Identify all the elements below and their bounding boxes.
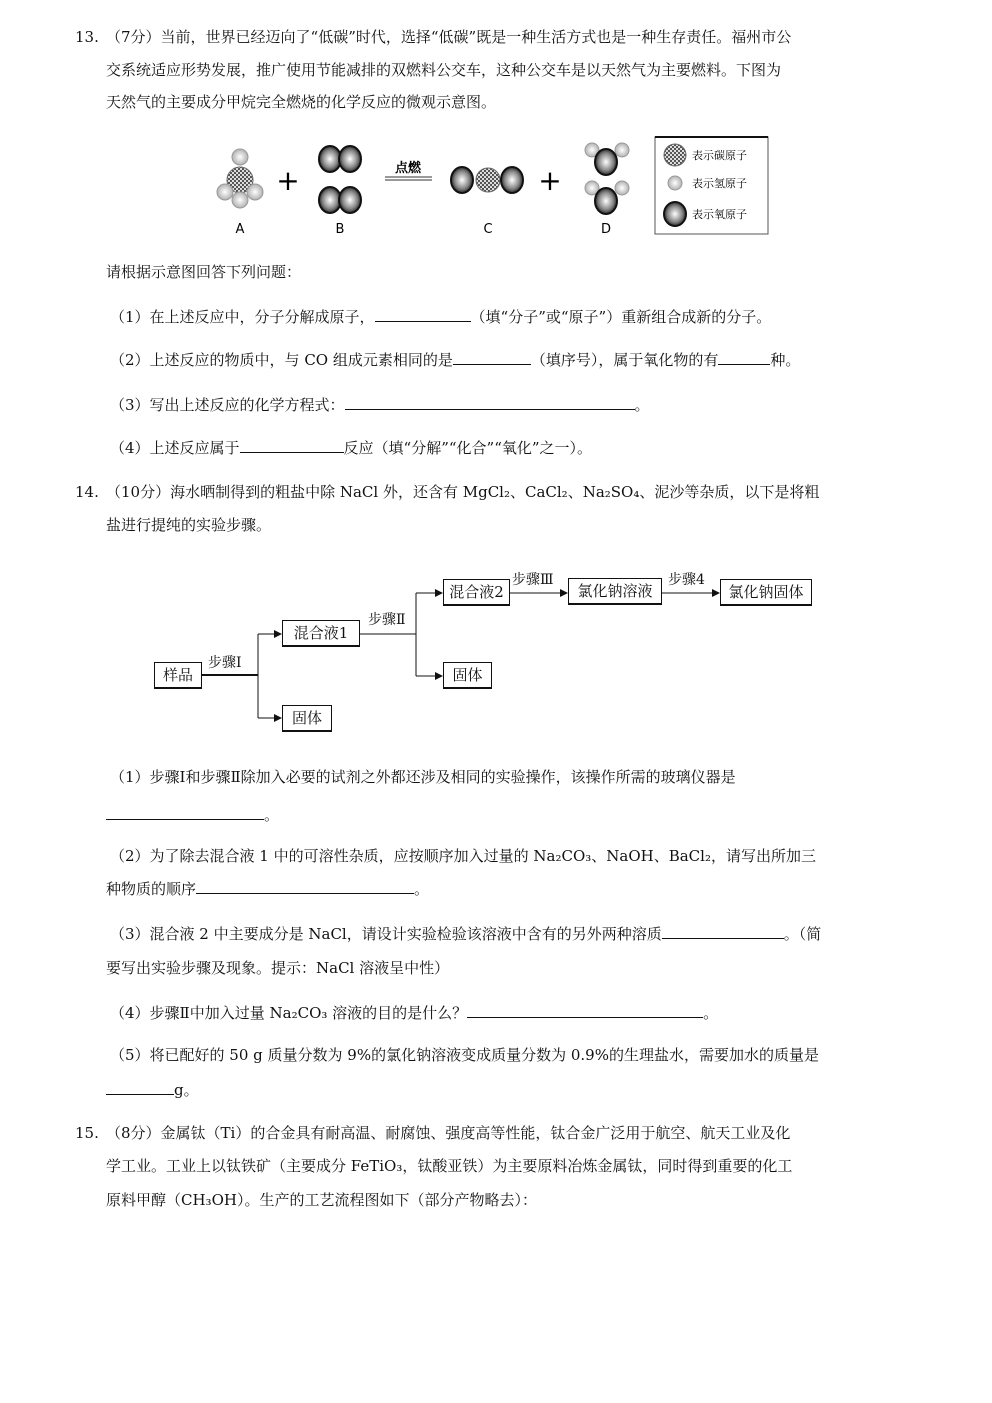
q13-line: （7分）当前，世界已经迈向了“低碳”时代，选择“低碳”既是一种生活方式也是一种生存责任。福州市公 (106, 28, 792, 46)
q14-line: 盐进行提纯的实验步骤。 (106, 516, 272, 534)
text: 种。 (770, 351, 801, 369)
legend-carbon: 表示碳原子 (692, 149, 747, 162)
text: （3）写出上述反应的化学方程式： (110, 396, 345, 414)
q14-sub5: （5）将已配好的 50 g 质量分数为 9%的氯化钠溶液变成质量分数为 0.9%的生理盐水，需要加水的质量是 (110, 1046, 819, 1064)
flow-step-1: 步骤Ⅰ (208, 655, 242, 671)
text: 。 (264, 806, 280, 824)
text: g。 (174, 1081, 199, 1099)
q13-prompt: 请根据示意图回答下列问题： (106, 263, 302, 281)
flow-mixture-2: 混合液2 (443, 579, 510, 606)
label-c: C (483, 222, 493, 237)
text: （4）步骤Ⅱ中加入过量 Na₂CO₃ 溶液的目的是什么？ (110, 1004, 468, 1022)
text: 种物质的顺序 (106, 880, 197, 898)
q14-sub3 (110, 924, 821, 944)
flow-solid-2: 固体 (443, 662, 492, 689)
q14-sub2-cont (106, 879, 429, 899)
q14-sub1: （1）步骤Ⅰ和步骤Ⅱ除加入必要的试剂之外都还涉及相同的实验操作，该操作所需的玻璃仪器是 (110, 768, 736, 786)
text: （填序号），属于氧化物的有 (530, 351, 719, 369)
text: 反应（填“分解”“化合”“氧化”之一）。 (343, 439, 593, 457)
plus-sign: + (538, 164, 562, 197)
answer-blank[interactable] (106, 1080, 174, 1095)
answer-blank[interactable] (467, 1003, 703, 1018)
flow-mixture-1: 混合液1 (282, 620, 360, 647)
legend-oxygen: 表示氧原子 (692, 208, 747, 221)
q14-sub5-answer (106, 1080, 199, 1100)
q14-number: 14. (75, 483, 99, 501)
q15-line: （8分）金属钛（Ti）的合金具有耐高温、耐腐蚀、强度高等性能，钛合金广泛用于航空、航天工业及化 (106, 1124, 791, 1142)
flow-step-3: 步骤Ⅲ (512, 572, 554, 588)
text: 。 (703, 1004, 719, 1022)
q15-number: 15. (75, 1124, 99, 1142)
answer-blank[interactable] (196, 879, 414, 894)
legend-hydrogen: 表示氢原子 (692, 177, 747, 190)
text: （3）混合液 2 中主要成分是 NaCl，请设计实验检验该溶液中含有的另外两种溶质 (110, 925, 662, 943)
text: 。 (414, 880, 430, 898)
q14-sub3-cont: 要写出实验步骤及现象。提示：NaCl 溶液呈中性） (106, 959, 450, 977)
label-a: A (235, 222, 245, 237)
q15-line: 学工业。工业上以钛铁矿（主要成分 FeTiO₃，钛酸亚铁）为主要原料冶炼金属钛，同时得到重要的化工 (106, 1157, 793, 1175)
flow-step-4: 步骤4 (668, 572, 705, 588)
label-b: B (335, 222, 345, 237)
reaction-condition: 点燃 (394, 161, 422, 176)
answer-blank[interactable] (106, 805, 264, 820)
q14-sub4 (110, 1003, 718, 1023)
q14-sub1-answer (106, 805, 279, 825)
text: 。（简 (783, 925, 822, 943)
q15-line: 原料甲醇（CH₃OH）。生产的工艺流程图如下（部分产物略去）： (106, 1191, 537, 1209)
text: （填“分子”或“原子”）重新组合成新的分子。 (470, 308, 772, 326)
text: （2）上述反应的物质中，与 CO 组成元素相同的是 (110, 351, 453, 369)
plus-sign: + (276, 164, 300, 197)
q13-line: 天然气的主要成分甲烷完全燃烧的化学反应的微观示意图。 (106, 93, 497, 111)
flow-step-2: 步骤Ⅱ (368, 612, 406, 628)
text: （1）在上述反应中，分子分解成原子， (110, 308, 375, 326)
q14-line: （10分）海水晒制得到的粗盐中除 NaCl 外，还含有 MgCl₂、CaCl₂、Na₂SO₄、泥沙等杂质，以下是将粗 (106, 483, 820, 501)
label-d: D (600, 222, 612, 237)
q14-sub2: （2）为了除去混合液 1 中的可溶性杂质，应按顺序加入过量的 Na₂CO₃、NaOH、BaCl₂，请写出所加三 (110, 847, 816, 865)
flow-sample: 样品 (154, 662, 202, 689)
flow-nacl-solid: 氯化钠固体 (720, 579, 812, 606)
q13-number: 13. (75, 28, 99, 46)
flow-nacl-solution: 氯化钠溶液 (568, 578, 662, 605)
text: 。 (634, 396, 650, 414)
flow-solid-1: 固体 (282, 705, 332, 732)
text: （4）上述反应属于 (110, 439, 240, 457)
q13-line: 交系统适应形势发展，推广使用节能减排的双燃料公交车，这种公交车是以天然气为主要燃料。下图为 (106, 61, 782, 79)
answer-blank[interactable] (662, 924, 784, 939)
